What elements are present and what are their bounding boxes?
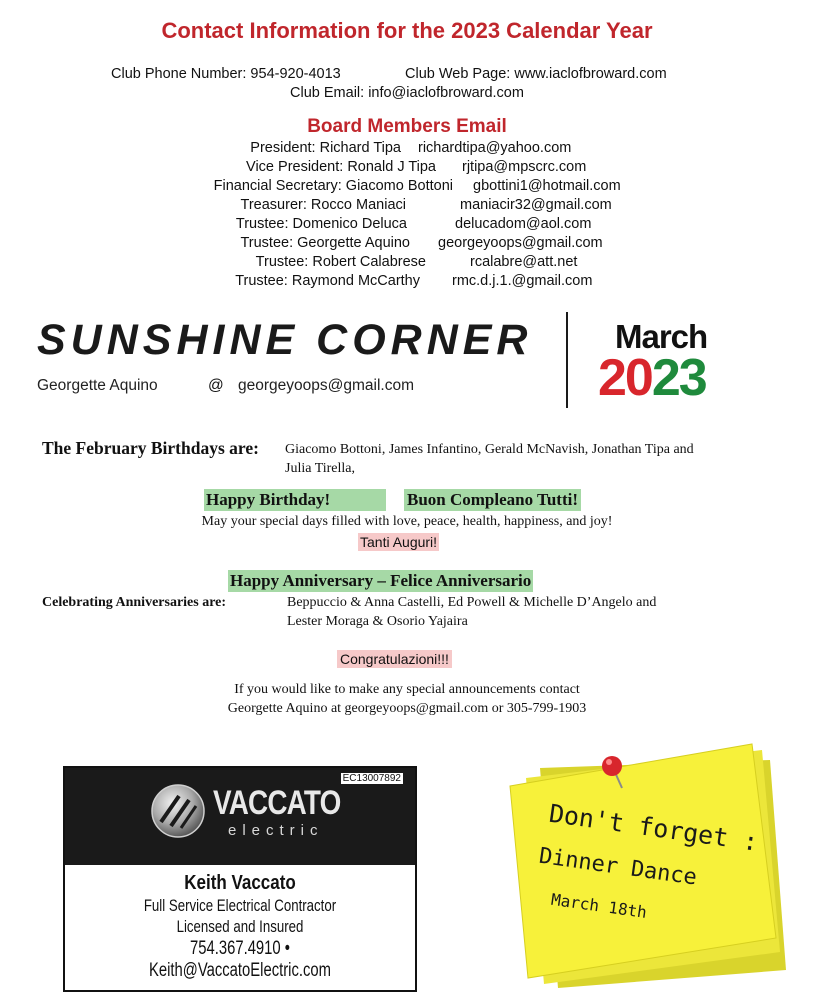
sticky-note-line1: Don't forget : bbox=[547, 798, 760, 857]
board-member-role: President: Richard Tipa bbox=[250, 140, 401, 156]
board-member-email: georgeyoops@gmail.com bbox=[438, 235, 603, 251]
anniversary-names: Lester Moraga & Osorio Yajaira bbox=[287, 614, 468, 629]
board-member-email: maniacir32@gmail.com bbox=[460, 197, 612, 213]
brand-name: VACCATO bbox=[213, 784, 341, 822]
business-card-header bbox=[65, 768, 415, 865]
board-member-role: Trustee: Georgette Aquino bbox=[240, 235, 410, 251]
license-number: EC13007892 bbox=[342, 773, 401, 784]
birthday-wish: May your special days filled with love, peace, health, happiness, and joy! bbox=[201, 514, 613, 529]
sunshine-corner-title: SUNSHINE CORNER bbox=[37, 316, 533, 364]
board-member-email: delucadom@aol.com bbox=[455, 216, 592, 232]
board-member-email: rcalabre@att.net bbox=[470, 254, 578, 270]
club-phone: Club Phone Number: 954-920-4013 bbox=[111, 66, 341, 82]
board-member-role: Trustee: Raymond McCarthy bbox=[235, 273, 420, 289]
anniversaries-label: Celebrating Anniversaries are: bbox=[42, 595, 227, 610]
board-member-email: gbottini1@hotmail.com bbox=[473, 178, 621, 194]
congratulazioni-badge: Congratulazioni!!! bbox=[337, 650, 452, 668]
board-member-email: richardtipa@yahoo.com bbox=[418, 140, 572, 156]
board-member-email: rjtipa@mpscrc.com bbox=[462, 159, 587, 175]
birthday-names: Giacomo Bottoni, James Infantino, Gerald McNavish, Jonathan Tipa and bbox=[285, 442, 694, 457]
announcement-contact: Georgette Aquino at georgeyoops@gmail.com or 305-799-1903 bbox=[227, 701, 587, 716]
board-member-row bbox=[0, 197, 814, 216]
sunshine-contact-name: Georgette Aquino bbox=[37, 377, 158, 394]
sticky-note-line2: Dinner Dance bbox=[537, 843, 699, 891]
board-member-row bbox=[0, 216, 814, 235]
birthday-names: Julia Tirella, bbox=[285, 461, 356, 476]
board-member-row bbox=[0, 140, 814, 159]
board-member-row bbox=[0, 273, 814, 292]
service-description: Full Service Electrical Contractor bbox=[143, 896, 337, 915]
brand-subtitle: electric bbox=[228, 822, 324, 839]
club-web-page: Club Web Page: www.iaclofbroward.com bbox=[405, 66, 667, 82]
board-member-role: Financial Secretary: Giacomo Bottoni bbox=[213, 178, 453, 194]
board-member-email: rmc.d.j.1.@gmail.com bbox=[452, 273, 593, 289]
anniversary-names: Beppuccio & Anna Castelli, Ed Powell & Michelle D’Angelo and bbox=[287, 595, 657, 610]
year-digit: 3 bbox=[678, 349, 706, 407]
banner-divider bbox=[566, 312, 568, 408]
board-member-row bbox=[0, 159, 814, 178]
year-digit: 0 bbox=[624, 349, 652, 407]
announcement-text: If you would like to make any special announcements contact bbox=[234, 682, 580, 697]
licensed-insured: Licensed and Insured bbox=[176, 917, 304, 936]
vaccato-logo-icon bbox=[149, 782, 207, 840]
at-symbol: @ bbox=[208, 377, 224, 394]
birthdays-label: The February Birthdays are: bbox=[42, 438, 259, 458]
board-member-role: Treasurer: Rocco Maniaci bbox=[240, 197, 406, 213]
tanti-auguri-badge: Tanti Auguri! bbox=[360, 534, 438, 550]
phone-and-email: 754.367.4910 • Keith@VaccatoElectric.com bbox=[149, 938, 331, 981]
business-card-ad bbox=[63, 766, 417, 992]
page-title: Contact Information for the 2023 Calendar Year bbox=[161, 18, 653, 43]
buon-compleanno-heading: Buon Compleano Tutti! bbox=[404, 489, 581, 511]
board-member-role: Trustee: Domenico Deluca bbox=[235, 216, 407, 232]
sticky-note-line3: March 18th bbox=[549, 889, 649, 922]
contact-name: Keith Vaccato bbox=[184, 872, 296, 894]
club-email: Club Email: info@iaclofbroward.com bbox=[290, 85, 524, 101]
banner-year bbox=[598, 348, 706, 408]
sticky-note-reminder bbox=[500, 738, 800, 1000]
board-member-role: Trustee: Robert Calabrese bbox=[255, 254, 426, 270]
year-digit: 2 bbox=[598, 349, 625, 407]
board-member-row bbox=[0, 178, 814, 197]
board-member-row bbox=[0, 235, 814, 254]
board-member-role: Vice President: Ronald J Tipa bbox=[246, 159, 436, 175]
sunshine-contact-email: georgeyoops@gmail.com bbox=[238, 377, 414, 394]
board-member-row bbox=[0, 254, 814, 273]
anniversary-heading: Happy Anniversary – Felice Anniversario bbox=[230, 571, 532, 590]
happy-birthday-heading: Happy Birthday! bbox=[204, 489, 386, 511]
board-members-title: Board Members Email bbox=[307, 116, 507, 137]
banner-month: March bbox=[615, 318, 708, 355]
year-digit: 2 bbox=[651, 349, 679, 407]
